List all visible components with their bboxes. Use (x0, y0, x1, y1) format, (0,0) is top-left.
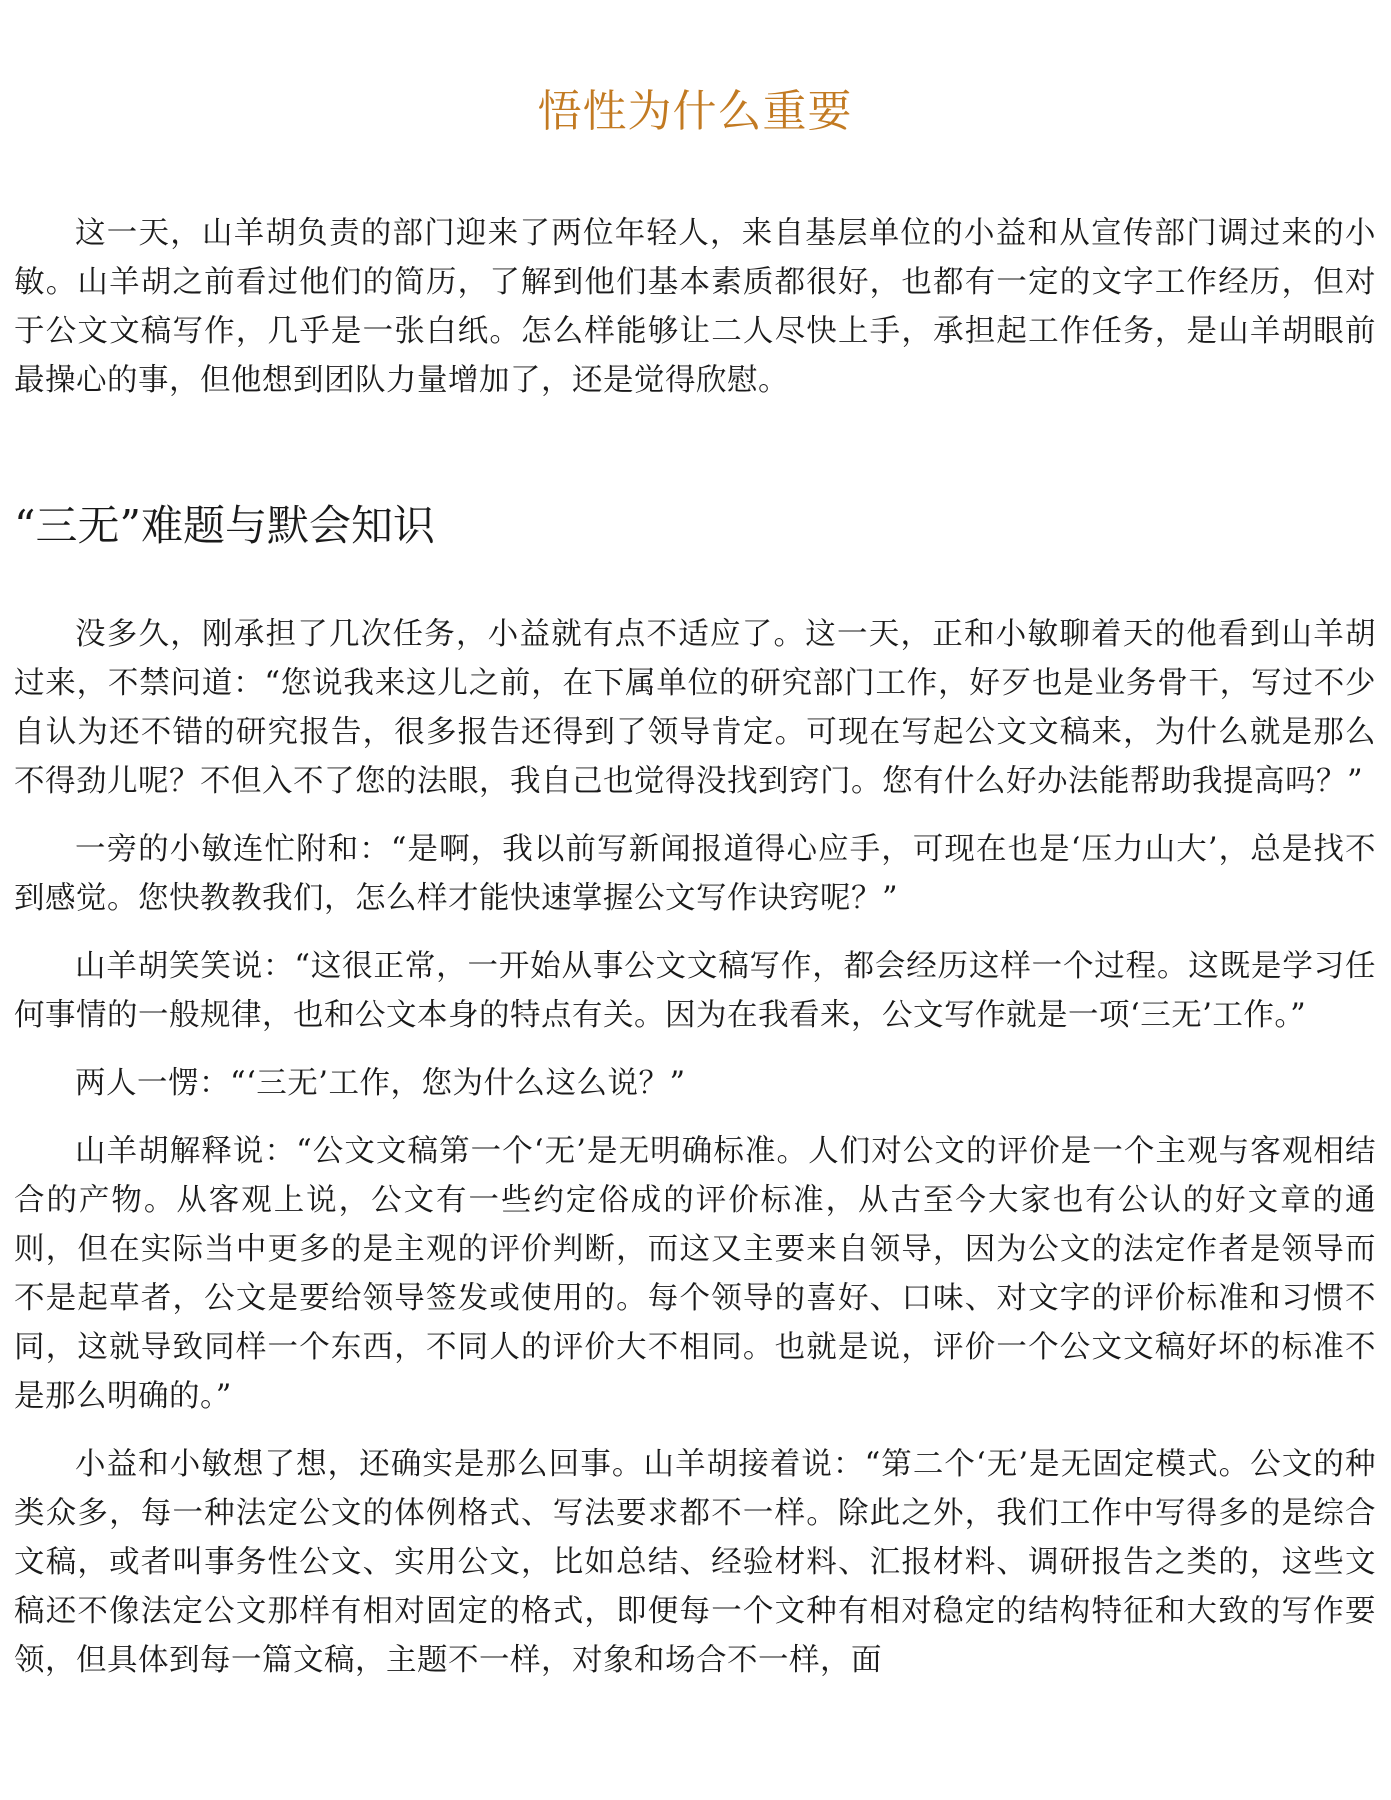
body-paragraph: 小益和小敏想了想，还确实是那么回事。山羊胡接着说：“第二个‘无’是无固定模式。公文的种类众多，每一种法定公文的体例格式、写法要求都不一样。除此之外，我们工作中写得多的是综合文稿，或者叫事务性公文、实用公文，比如总结、经验材料、汇报材料、调研报告之类的，这些文稿还不像法定公文那样有相对固定的格式，即便每一个文种有相对稳定的结构特征和大致的写作要领，但具体到每一篇文稿，主题不一样，对象和场合不一样，面 (14, 1447, 1376, 1678)
section-body (14, 610, 1376, 1704)
body-paragraph: 山羊胡解释说：“公文文稿第一个‘无’是无明确标准。人们对公文的评价是一个主观与客观相结合的产物。从客观上说，公文有一些约定俗成的评价标准，从古至今大家也有公认的好文章的通则，但在实际当中更多的是主观的评价判断，而这又主要来自领导，因为公文的法定作者是领导而不是起草者，公文是要给领导签发或使用的。每个领导的喜好、口味、对文字的评价标准和习惯不同，这就导致同样一个东西，不同人的评价大不相同。也就是说，评价一个公文文稿好坏的标准不是那么明确的。” (14, 1134, 1376, 1414)
page-title: 悟性为什么重要 (537, 86, 853, 137)
document-page (14, 0, 1376, 1678)
body-paragraph: 山羊胡笑笑说：“这很正常，一开始从事公文文稿写作，都会经历这样一个过程。这既是学习任何事情的一般规律，也和公文本身的特点有关。因为在我看来，公文写作就是一项‘三无’工作。” (14, 949, 1376, 1033)
body-paragraph: 没多久，刚承担了几次任务，小益就有点不适应了。这一天，正和小敏聊着天的他看到山羊胡过来，不禁问道：“您说我来这儿之前，在下属单位的研究部门工作，好歹也是业务骨干，写过不少自认为还不错的研究报告，很多报告还得到了领导肯定。可现在写起公文文稿来，为什么就是那么不得劲儿呢？不但入不了您的法眼，我自己也觉得没找到窍门。您有什么好办法能帮助我提高吗？” (14, 617, 1376, 799)
section-heading: “三无”难题与默会知识 (14, 501, 435, 550)
intro-paragraph: 这一天，山羊胡负责的部门迎来了两位年轻人，来自基层单位的小益和从宣传部门调过来的小敏。山羊胡之前看过他们的简历，了解到他们基本素质都很好，也都有一定的文字工作经历，但对于公文文稿写作，几乎是一张白纸。怎么样能够让二人尽快上手，承担起工作任务，是山羊胡眼前最操心的事，但他想到团队力量增加了，还是觉得欣慰。 (14, 216, 1376, 398)
body-paragraph: 两人一愣：“‘三无’工作，您为什么这么说？” (75, 1066, 686, 1101)
body-paragraph: 一旁的小敏连忙附和：“是啊，我以前写新闻报道得心应手，可现在也是‘压力山大’，总是找不到感觉。您快教教我们，怎么样才能快速掌握公文写作诀窍呢？” (14, 832, 1376, 916)
